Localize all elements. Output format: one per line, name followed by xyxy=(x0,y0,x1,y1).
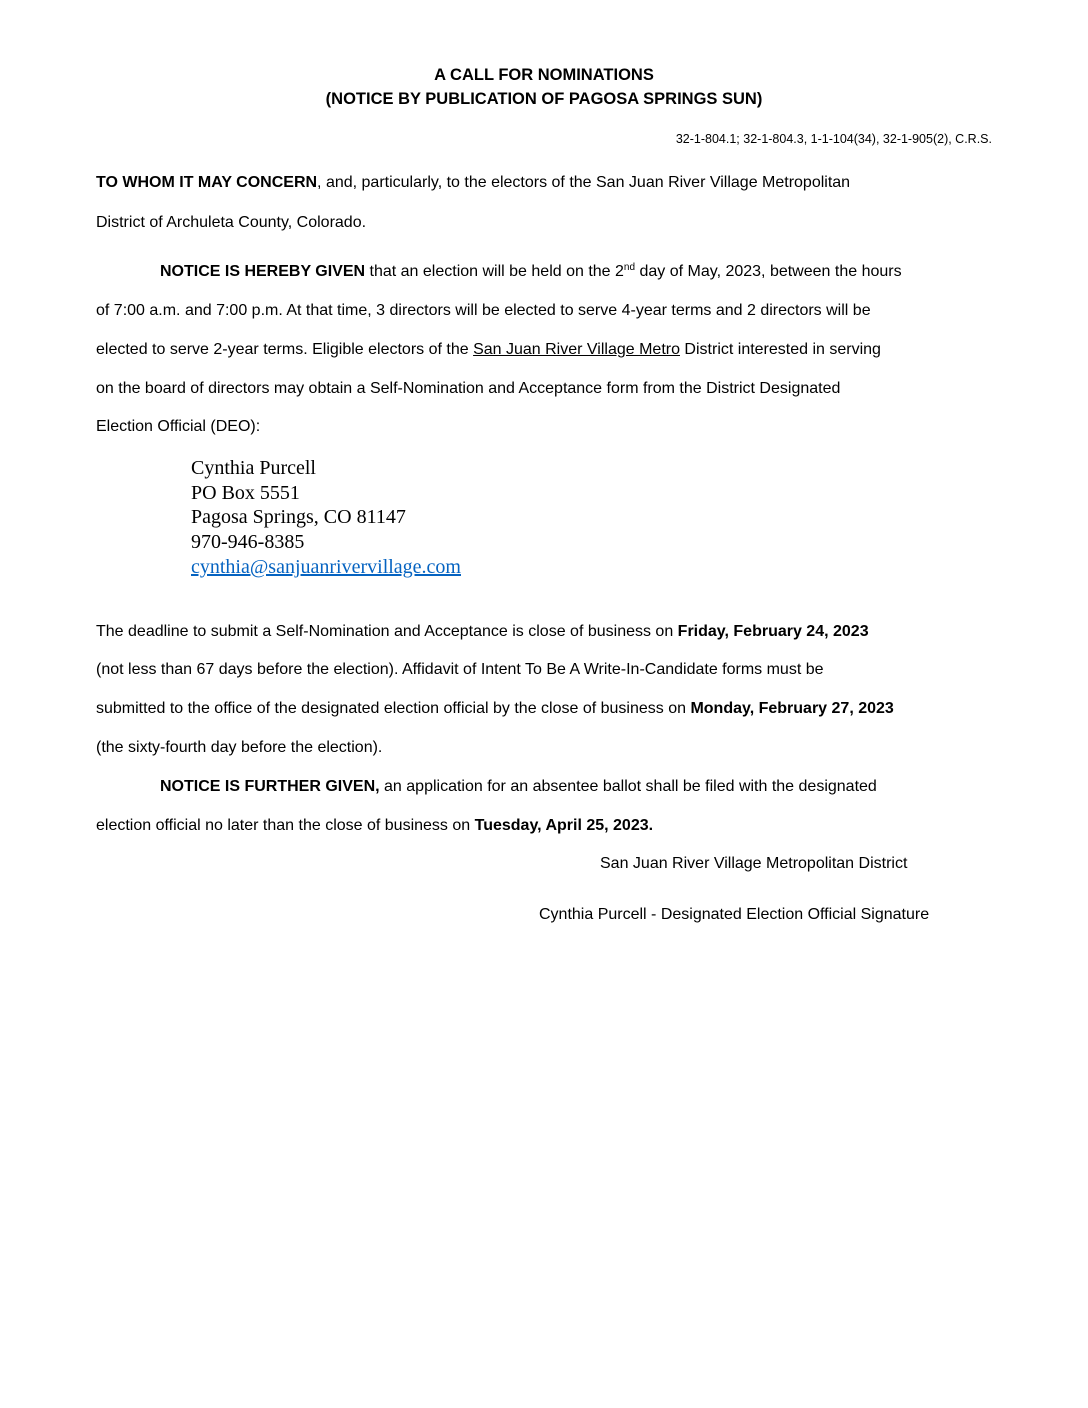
text-line xyxy=(96,341,881,359)
underlined-text: San Juan River Village Metro xyxy=(473,341,680,358)
statute-citation: 32-1-804.1; 32-1-804.3, 1-1-104(34), 32-1-905(2), C.R.S. xyxy=(675,132,992,146)
text-line xyxy=(96,700,894,718)
superscript: nd xyxy=(623,262,636,273)
document-subtitle: (NOTICE BY PUBLICATION OF PAGOSA SPRINGS SUN) xyxy=(325,90,763,108)
text-run: day of May, 2023, between the hours xyxy=(635,263,902,280)
text-run: San Juan River Village Metropolitan District xyxy=(600,855,908,872)
bold-text: Tuesday, April 25, 2023. xyxy=(474,817,654,834)
text-line xyxy=(96,418,260,436)
text-run: of 7:00 a.m. and 7:00 p.m. At that time, 3 directors will be elected to serve 4-year terms and 2 directors will be xyxy=(96,302,871,319)
text-line xyxy=(96,817,653,835)
contact-email-link[interactable]: cynthia@sanjuanrivervillage.com xyxy=(191,556,461,578)
bold-text: TO WHOM IT MAY CONCERN xyxy=(96,174,318,191)
text-line xyxy=(600,855,907,873)
text-run: District of Archuleta County, Colorado. xyxy=(96,214,367,231)
text-line xyxy=(96,214,366,232)
bold-text: NOTICE IS HEREBY GIVEN xyxy=(160,263,366,280)
text-run: The deadline to submit a Self-Nomination and Acceptance is close of business on xyxy=(96,623,678,640)
contact-po-box: PO Box 5551 xyxy=(191,482,300,504)
text-run: election official no later than the close of business on xyxy=(96,817,475,834)
contact-phone: 970-946-8385 xyxy=(191,531,305,553)
text-line xyxy=(160,778,877,796)
text-line xyxy=(96,174,850,192)
text-run: that an election will be held on the 2 xyxy=(365,263,624,280)
text-run: Election Official (DEO): xyxy=(96,418,261,435)
bold-text: Monday, February 27, 2023 xyxy=(690,700,894,717)
text-run: elected to serve 2-year terms. Eligible electors of the xyxy=(96,341,474,358)
bold-text: NOTICE IS FURTHER GIVEN, xyxy=(160,778,380,795)
text-line xyxy=(96,302,871,320)
text-run: an application for an absentee ballot shall be filed with the designated xyxy=(379,778,877,795)
text-line xyxy=(539,906,929,924)
text-line xyxy=(160,263,902,281)
text-run: , and, particularly, to the electors of the San Juan River Village Metropolitan xyxy=(317,174,851,191)
text-run: Cynthia Purcell - Designated Election Official Signature xyxy=(539,906,930,923)
text-run: (not less than 67 days before the election). Affidavit of Intent To Be A Write-In-Candidate forms must be xyxy=(96,661,824,678)
bold-text: Friday, February 24, 2023 xyxy=(677,623,869,640)
text-line xyxy=(96,380,840,398)
document-title: A CALL FOR NOMINATIONS xyxy=(434,66,654,84)
text-run: (the sixty-fourth day before the election). xyxy=(96,739,383,756)
text-run: District interested in serving xyxy=(679,341,881,358)
text-line xyxy=(96,661,824,679)
text-line xyxy=(96,623,869,641)
contact-city: Pagosa Springs, CO 81147 xyxy=(191,506,406,528)
text-run: on the board of directors may obtain a Self-Nomination and Acceptance form from the District Designated xyxy=(96,380,841,397)
text-run: submitted to the office of the designated election official by the close of business on xyxy=(96,700,691,717)
text-line xyxy=(96,739,382,757)
contact-name: Cynthia Purcell xyxy=(191,457,316,479)
